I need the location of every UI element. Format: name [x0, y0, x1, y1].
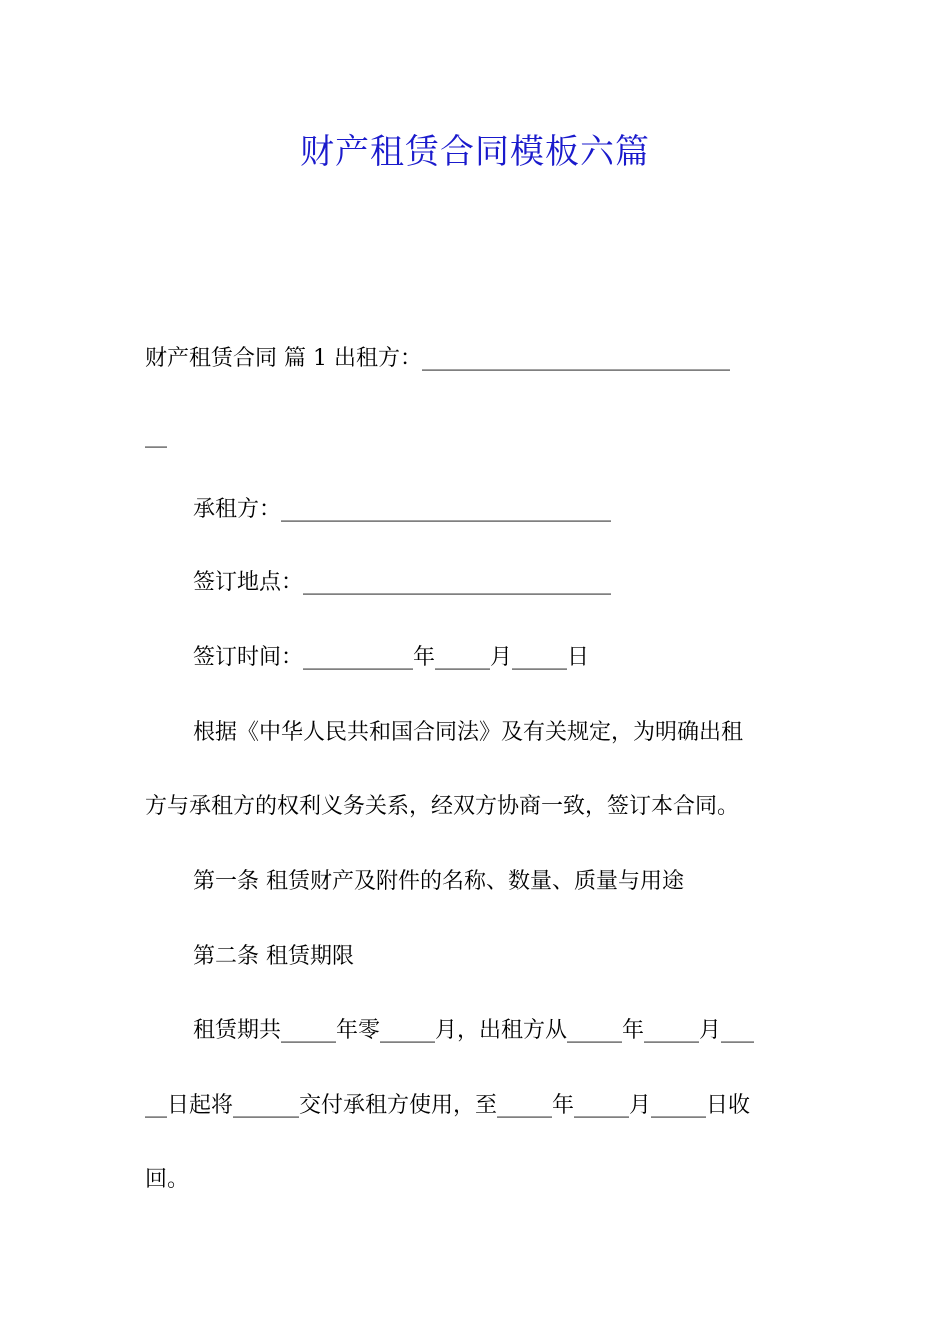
- lessee-line: 承租方：______________________________: [193, 497, 612, 522]
- term-line-3: 回。: [145, 1167, 190, 1192]
- article-2-heading: 第二条 租赁期限: [193, 944, 354, 969]
- term-line-2: __日起将______交付承租方使用，至_____年_____月_____日收: [145, 1093, 751, 1118]
- preamble-line-1: 根据《中华人民共和国合同法》及有关规定，为明确出租: [193, 720, 744, 745]
- term-line-1: 租赁期共_____年零_____月，出租方从_____年_____月___: [193, 1018, 755, 1043]
- contract-heading-lessor-line: 财产租赁合同 篇 1 出租方：____________________________: [145, 346, 730, 371]
- document-title: 财产租赁合同模板六篇: [300, 132, 650, 172]
- signing-place-line: 签订地点：____________________________: [193, 570, 612, 595]
- lessor-line-continuation: __: [145, 423, 167, 448]
- signing-date-line: 签订时间：__________年_____月_____日: [193, 645, 590, 670]
- preamble-line-2: 方与承租方的权利义务关系，经双方协商一致，签订本合同。: [145, 794, 740, 819]
- article-1-heading: 第一条 租赁财产及附件的名称、数量、质量与用途: [193, 869, 684, 894]
